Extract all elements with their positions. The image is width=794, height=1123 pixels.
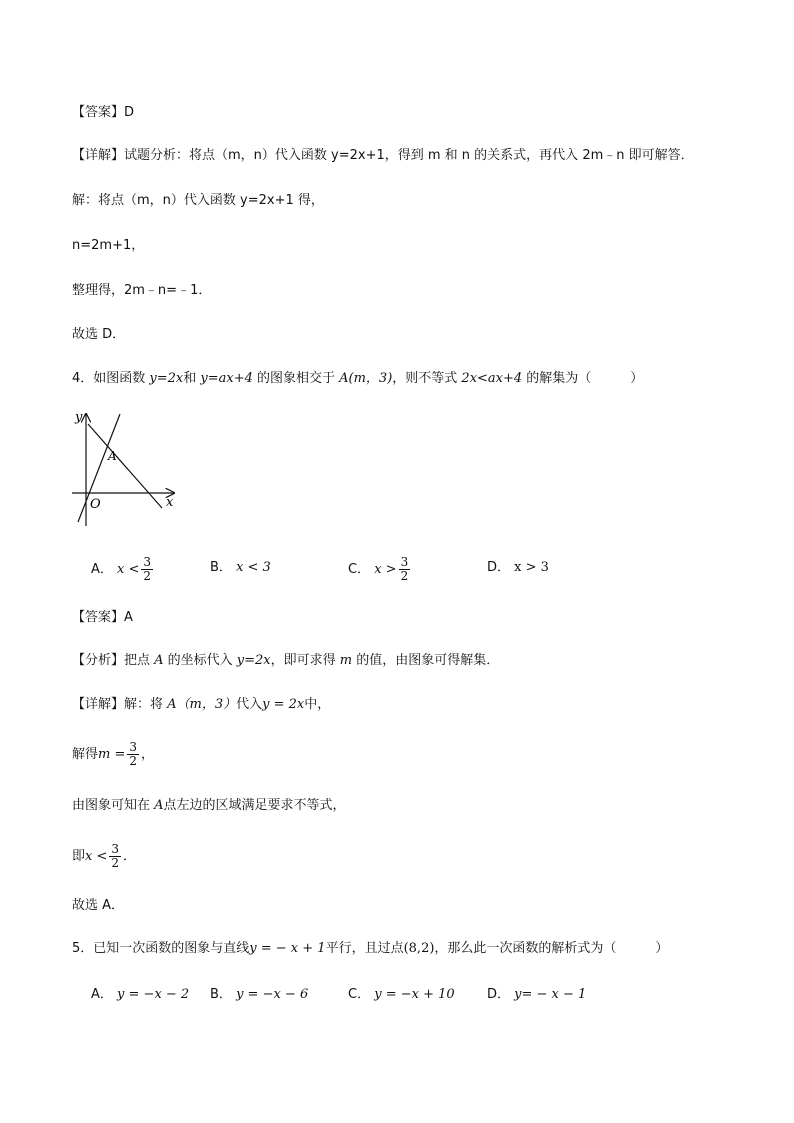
q4-solve (72, 741, 154, 768)
function: y = 2x (262, 697, 305, 712)
option-text: y = −x + 10 (374, 987, 455, 1002)
q4-stem-text: 的图象相交于 (252, 371, 340, 386)
q4-choose: 故选 A． (72, 898, 125, 913)
numerator: 3 (400, 555, 409, 569)
text-run: ，那么此一次函数的解析式为（ ） (434, 941, 669, 956)
q5-option-c[interactable] (348, 986, 455, 1004)
y-axis-label: y (75, 410, 83, 425)
q4-stem (72, 370, 643, 388)
fraction (109, 843, 121, 870)
q4-option-a[interactable] (91, 556, 155, 583)
numerator: 3 (111, 842, 120, 856)
text-run: 点左边的区域满足要求不等式， (163, 798, 346, 813)
q4-inequality: 2x<ax+4 (461, 371, 523, 386)
x-axis-label: x (166, 495, 174, 510)
text-run: 代入 (236, 697, 263, 712)
q3-step1: 解：将点（m，n）代入函数 y=2x+1 得， (72, 193, 324, 208)
q4-conclusion (72, 843, 136, 870)
text-run: 即 (72, 849, 86, 864)
numerator: 3 (143, 555, 152, 569)
q4-stem-text: 的解集为（ ） (522, 371, 644, 386)
function: y=2x (236, 653, 271, 668)
denominator: 2 (111, 856, 120, 870)
option-text: x > 3 (514, 560, 549, 575)
q4-region (72, 797, 346, 815)
fraction (399, 556, 411, 583)
text-run: 中， (304, 697, 331, 712)
option-label: C． (348, 987, 371, 1002)
option-label: B． (210, 987, 232, 1002)
q5-option-d[interactable] (487, 986, 586, 1004)
option-text: y = −x − 2 (117, 987, 190, 1002)
fraction (127, 741, 139, 768)
q4-stem-text: 和 (183, 371, 201, 386)
text-run: ， (141, 747, 155, 762)
denominator: 2 (400, 569, 409, 583)
option-label: C． (348, 562, 371, 577)
q4-graph-figure (68, 408, 180, 530)
origin-label: O (90, 497, 101, 512)
text-run: ，即可求得 (270, 653, 340, 668)
variable-x: x < (85, 849, 108, 864)
point-a: A (154, 798, 164, 813)
point: (8,2) (403, 941, 435, 956)
q3-step2: n=2m+1， (72, 238, 145, 253)
point-a-label: A (108, 449, 117, 463)
q4-answer: 【答案】A (72, 610, 133, 625)
option-lhs: x > (374, 562, 397, 577)
text-run: 【分析】把点 (72, 653, 155, 668)
text-run: 的值，由图象可得解集． (352, 653, 500, 668)
q5-stem (72, 940, 668, 958)
q4-option-c[interactable] (348, 556, 412, 583)
point-a: A (154, 653, 164, 668)
option-text: x < 3 (236, 560, 271, 575)
q4-point-a: A(m，3) (339, 371, 393, 386)
option-text: y = −x − 6 (236, 987, 309, 1002)
q4-analysis (72, 652, 499, 670)
line-equation: y = − x + 1 (249, 941, 326, 956)
option-label: B． (210, 560, 232, 575)
q5-option-a[interactable] (91, 986, 189, 1004)
q4-detail (72, 696, 330, 714)
text-run: 由图象可知在 (72, 798, 155, 813)
fraction (141, 556, 153, 583)
q4-function-1: y=2x (149, 371, 184, 386)
denominator: 2 (143, 569, 152, 583)
numerator: 3 (129, 740, 138, 754)
q4-option-d[interactable] (487, 559, 549, 577)
variable-m: m = (98, 747, 126, 762)
text-run: 的坐标代入 (163, 653, 237, 668)
point-a: A（m，3） (167, 697, 237, 712)
variable-m: m (339, 653, 353, 668)
text-run: ． (123, 849, 137, 864)
line-y-ax-4 (88, 424, 162, 508)
text-run: 解得 (72, 747, 99, 762)
option-label: D． (487, 987, 511, 1002)
text-run: 5．已知一次函数的图象与直线 (72, 941, 250, 956)
text-run: 平行，且过点 (325, 941, 404, 956)
option-lhs: x < (117, 562, 140, 577)
q4-stem-text: 4．如图函数 (72, 371, 150, 386)
q3-detail: 【详解】试题分析：将点（m，n）代入函数 y=2x+1，得到 m 和 n 的关系式，再代入 2m﹣n 即可解答． (72, 148, 694, 163)
q4-stem-text: ，则不等式 (392, 371, 462, 386)
q4-function-2: y=ax+4 (200, 371, 253, 386)
q3-answer: 【答案】D (72, 105, 135, 120)
option-label: D． (487, 560, 511, 575)
q4-option-b[interactable] (210, 559, 271, 577)
option-label: A． (91, 562, 113, 577)
option-text: y= − x − 1 (514, 987, 587, 1002)
option-label: A． (91, 987, 113, 1002)
q5-option-b[interactable] (210, 986, 308, 1004)
q3-step4: 故选 D． (72, 327, 126, 342)
denominator: 2 (129, 754, 138, 768)
text-run: 【详解】解：将 (72, 697, 168, 712)
q3-step3: 整理得，2m﹣n=﹣1． (72, 283, 212, 298)
